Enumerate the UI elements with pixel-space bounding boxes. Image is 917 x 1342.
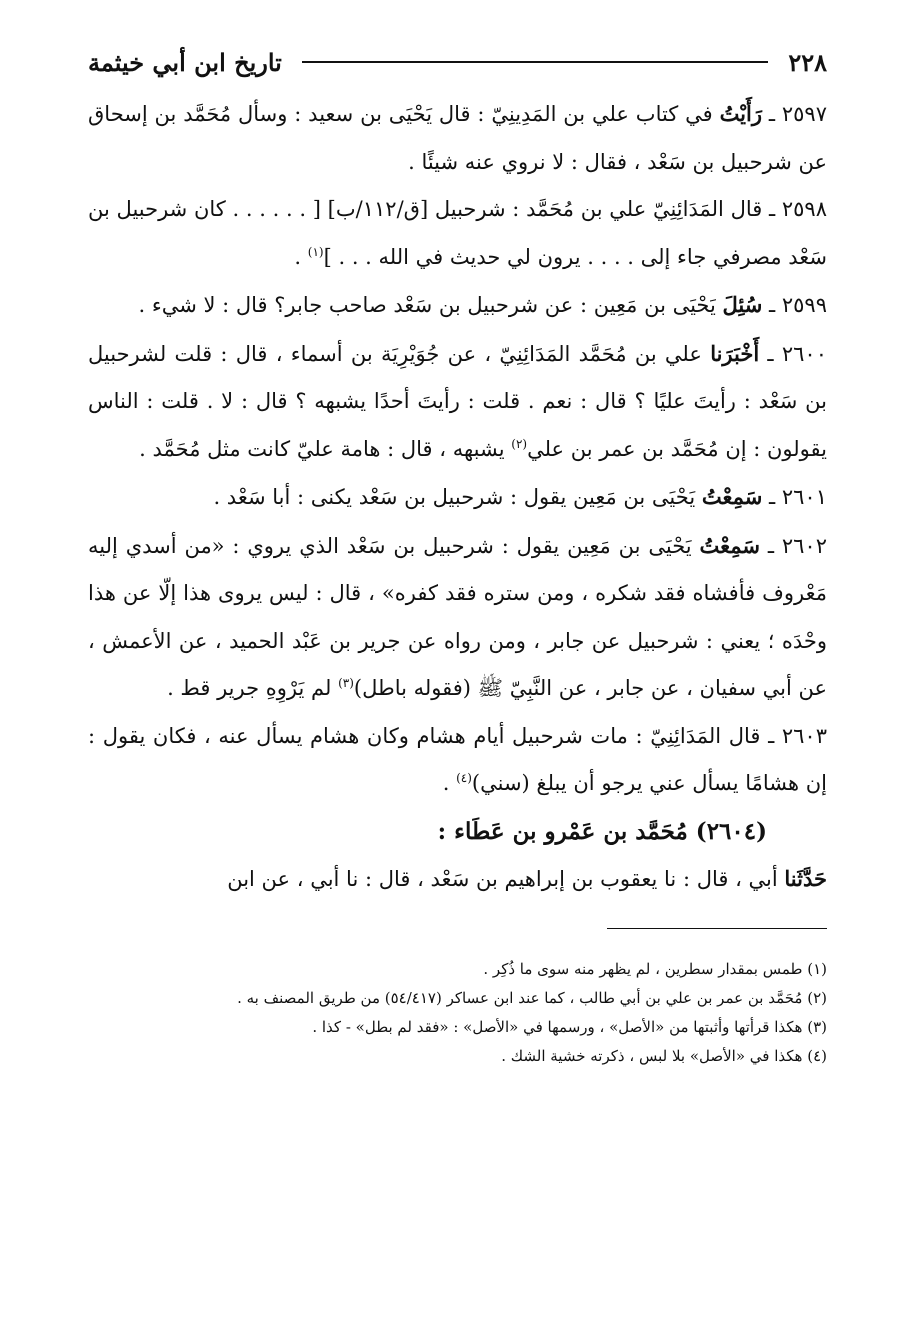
footnote-rule bbox=[607, 928, 827, 929]
header-rule bbox=[302, 61, 768, 63]
page-header bbox=[88, 40, 827, 84]
footnotes bbox=[88, 955, 827, 1071]
footnote-2: (٢) مُحَمَّد بن عمر بن علي بن أبي طالب ، كما عند ابن عساكر (٥٤/٤١٧) من طريق المصنف به . bbox=[237, 988, 827, 1007]
page-number: ٢٢٨ bbox=[788, 47, 827, 77]
footnote-3: (٣) هكذا قرأتها وأثبتها من «الأصل» ، ورسمها في «الأصل» : «فقد لم بطل» - كذا . bbox=[312, 1017, 827, 1036]
book-title: تاريخ ابن أبي خيثمة bbox=[88, 47, 282, 77]
entry-2603: ٢٦٠٣ ـ قال المَدَائِنِيّ : مات شرحبيل أيام هشام وكان هشام يسأل عنه ، فكان يقول : إن هشامًا يسأل عني يرجو أن يبلغ (سني)$^{(٤)}$ . bbox=[88, 723, 827, 795]
footnote-ref: (٢) bbox=[511, 436, 528, 451]
entry-2604-text: حَدَّثَنا أبي ، قال : نا يعقوب بن إبراهيم بن سَعْد ، قال : نا أبي ، عن ابن bbox=[227, 866, 827, 891]
entry-2600: ٢٦٠٠ ـ أَخْبَرَنا علي بن مُحَمَّد المَدَائِنِيّ ، عن جُوَيْرِيَة بن أسماء ، قال : قلت لشرحبيل بن سَعْد : رأيتَ عليًا ؟ قال : نعم . قلت : رأيتَ أحدًا يشبهه ؟ قال : لا . قلت : الناس يقولون : إن مُحَمَّد بن عمر بن علي$^{(٢)}$ يشبهه ، قال : هامة عليّ كانت مثل مُحَمَّد . bbox=[88, 340, 827, 461]
footnote-4: (٤) هكذا في «الأصل» بلا لبس ، ذكرته خشية الشك . bbox=[501, 1046, 827, 1065]
entry-2599: ٢٥٩٩ ـ سُئِلَ يَحْيَى بن مَعِين : عن شرحبيل بن سَعْد صاحب جابر؟ قال : لا شيء . bbox=[138, 292, 827, 317]
footnote-1: (١) طمس بمقدار سطرين ، لم يظهر منه سوى ما ذُكِر . bbox=[483, 959, 827, 978]
entry-2602: ٢٦٠٢ ـ سَمِعْتُ يَحْيَى بن مَعِين يقول : شرحبيل بن سَعْد الذي يروي : «من أسدي إليه مَعْروف فأفشاه فقد شكره ، ومن ستره فقد كفره» ، قال : ليس يروى هذا إلّا عن هذا وحْدَه ؛ يعني : شرحبيل عن جابر ، ومن رواه عن جرير بن عَبْد الحميد ، عن الأعمش ، عن أبي سفيان ، عن جابر ، عن النَّبِيّ ﷺ (فقوله باطل)$^{(٣)}$ لم يَرْوِهِ جرير قط . bbox=[88, 532, 827, 700]
entry-2597: ٢٥٩٧ ـ رَأَيْتُ في كتاب علي بن المَدِينِيّ : قال يَحْيَى بن سعيد : وسأل مُحَمَّد بن إسحاق عن شرحبيل بن سَعْد ، فقال : لا نروي عنه شيئًا . bbox=[88, 101, 827, 174]
footnote-ref: (٣) bbox=[338, 676, 354, 690]
footnote-ref: (١) bbox=[307, 244, 324, 259]
section-heading: (٢٦٠٤) مُحَمَّد بن عَمْرو بن عَطَاء : bbox=[437, 817, 767, 845]
footnote-ref: (٤) bbox=[456, 771, 472, 785]
entry-2598: ٢٥٩٨ ـ قال المَدَائِنِيّ علي بن مُحَمَّد : شرحبيل [ق/١١٢/ب] [ . . . . . . كان شرحبيل بن سَعْد مصرفي جاء إلى . . . . يرون لي حديث في الله . . . ]$^{(١)}$ . bbox=[88, 197, 827, 269]
main-text bbox=[88, 90, 827, 904]
entry-2601: ٢٦٠١ ـ سَمِعْتُ يَحْيَى بن مَعِين يقول : شرحبيل بن سَعْد يكنى : أبا سَعْد . bbox=[213, 484, 827, 509]
